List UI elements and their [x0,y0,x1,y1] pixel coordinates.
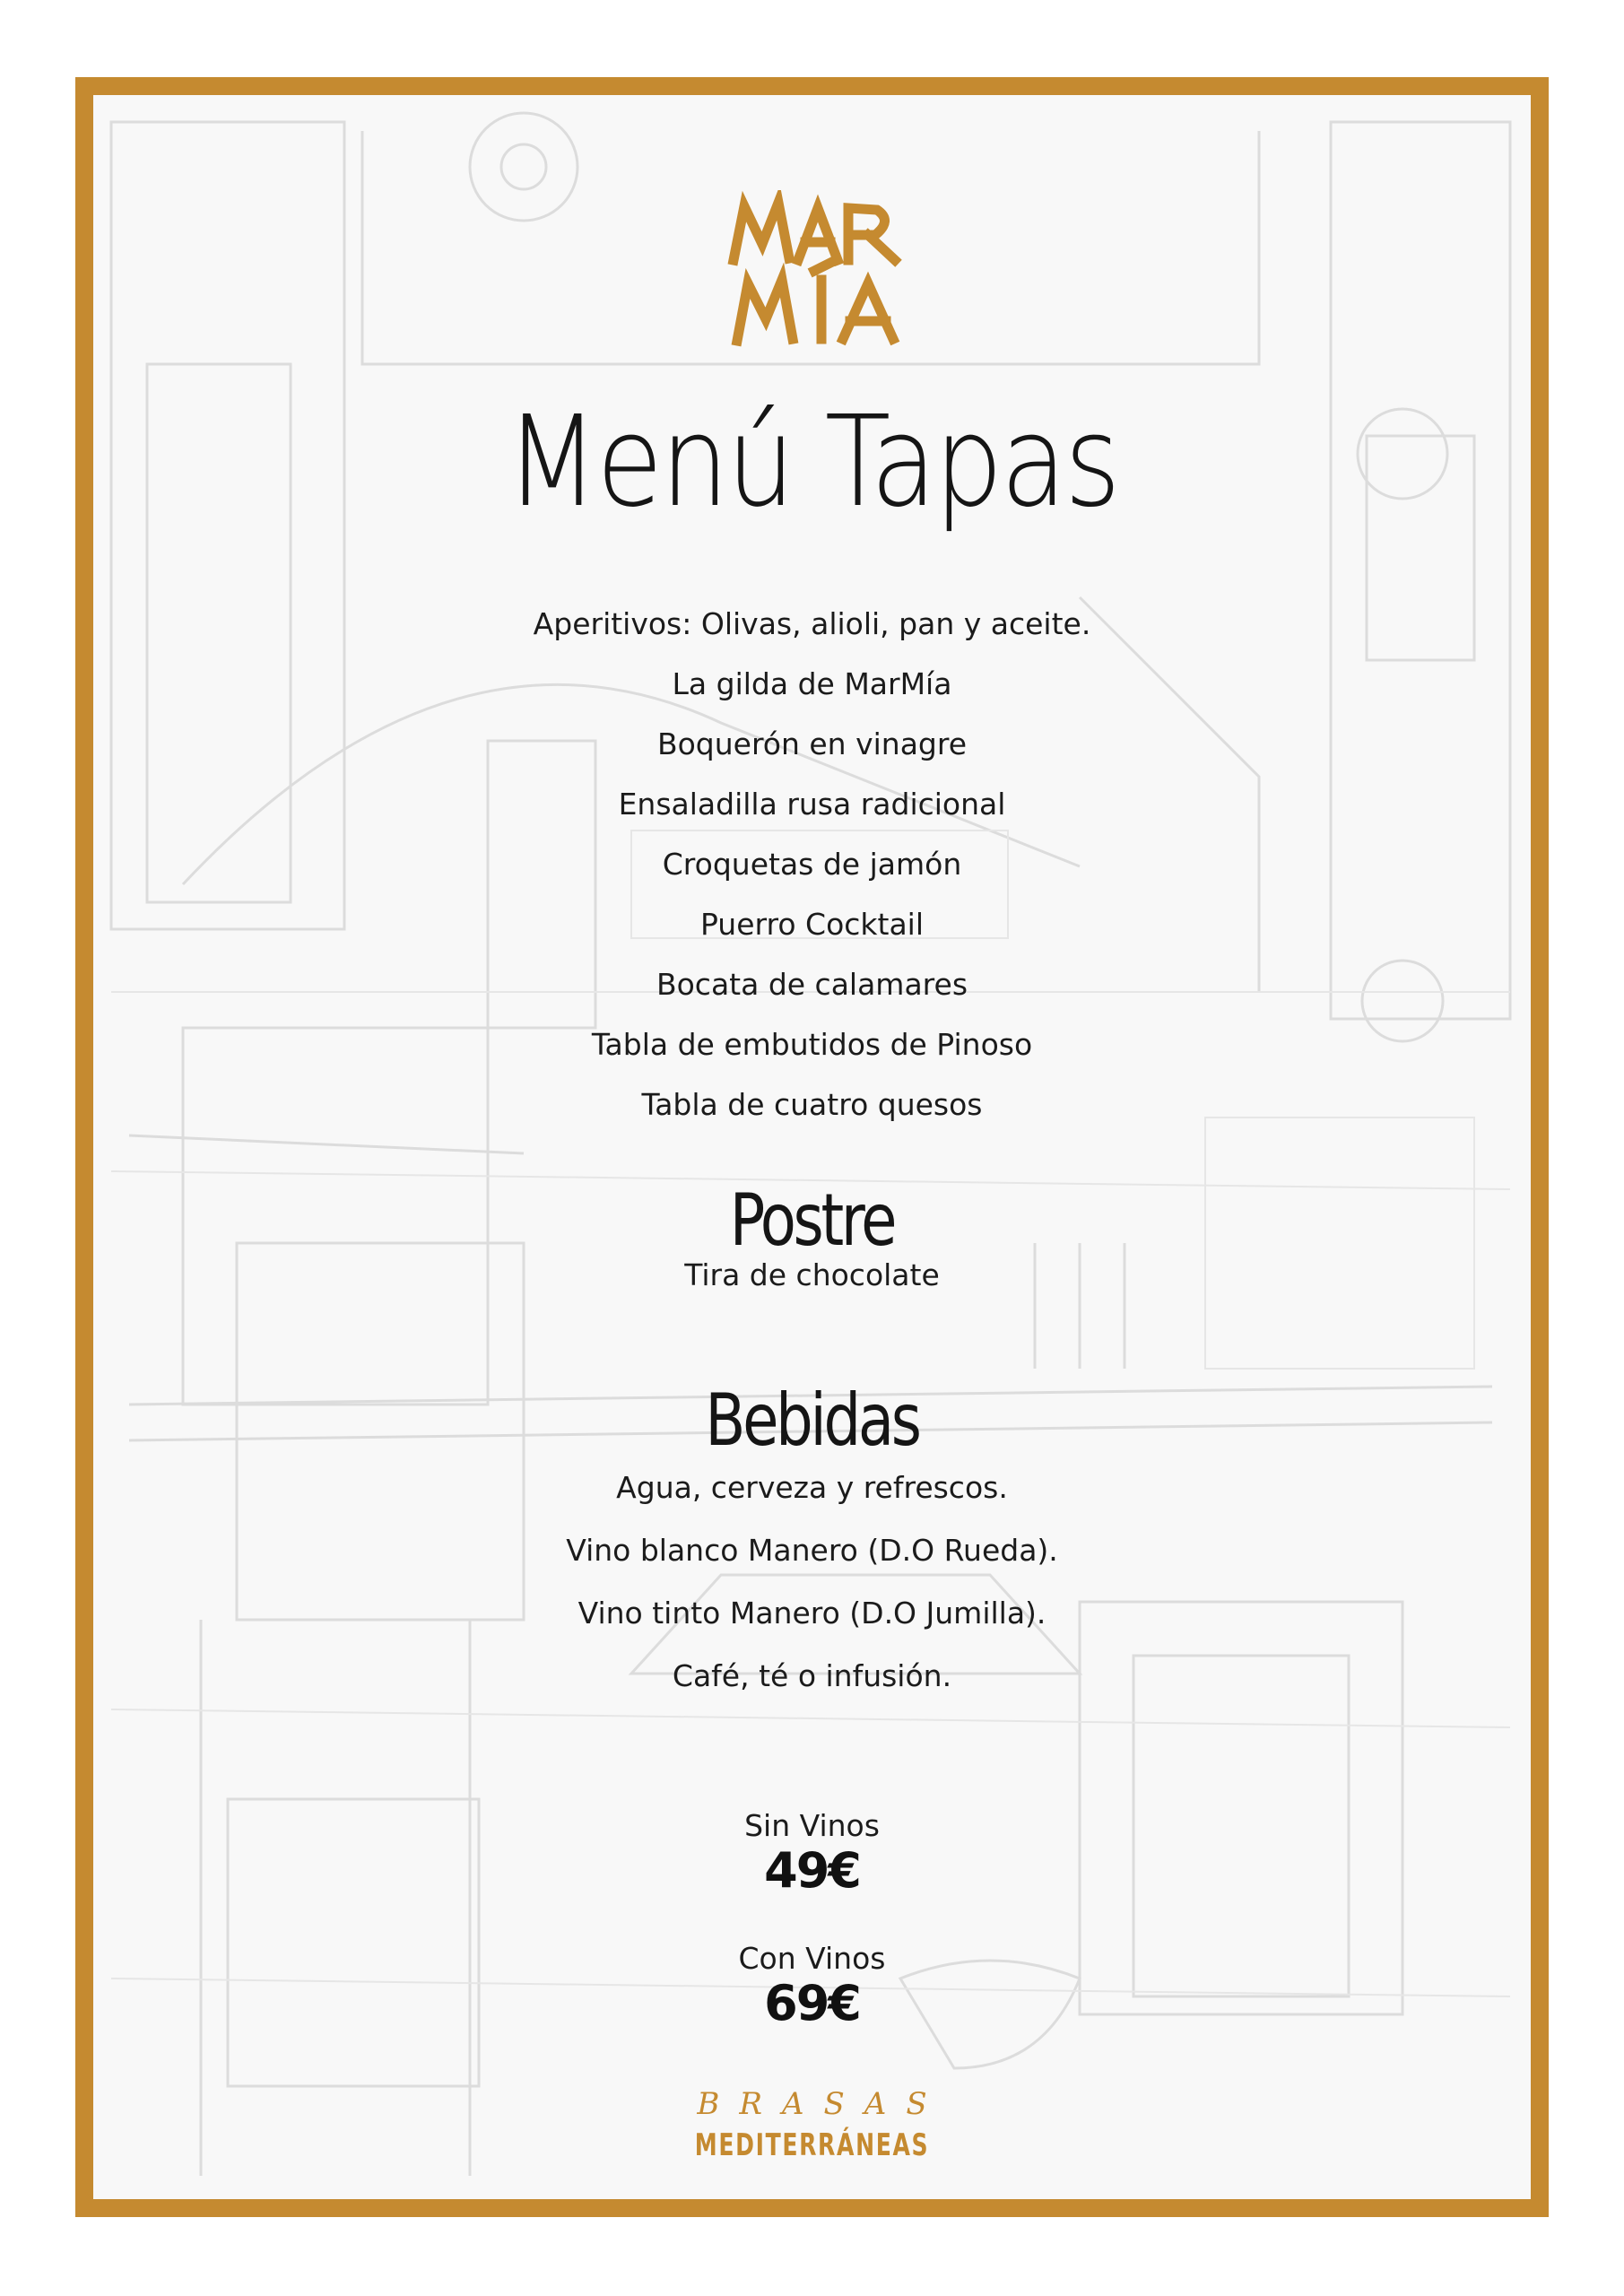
postre-item: Tira de chocolate [684,1257,940,1292]
menu-item: Ensaladilla rusa radicional [618,787,1006,822]
menu-item: Bocata de calamares [656,967,968,1002]
marmia-logo [717,190,924,352]
footer-line-mediterraneas: MEDITERRÁNEAS [694,2127,930,2163]
menu-item: Boquerón en vinagre [656,726,968,761]
menu-item: Puerro Cocktail [699,907,925,942]
menu-item: Croquetas de jamón [662,847,962,882]
menu-item: Tabla de cuatro quesos [641,1087,983,1122]
price-value-con-vinos: 69€ [764,1975,860,2031]
menu-title: Menú Tapas [505,389,1119,535]
price-label-sin-vinos: Sin Vinos [744,1808,880,1843]
footer-line-brasas: BRASAS [697,2086,947,2122]
menu-item: Tabla de embutidos de Pinoso [591,1027,1033,1062]
drink-item: Agua, cerveza y refrescos. [616,1470,1008,1505]
brasas-mediterraneas-logo [93,2086,1531,2163]
menu-item: La gilda de MarMía [672,666,952,701]
tapas-list [93,594,1531,1135]
drink-item: Vino tinto Manero (D.O Jumilla). [578,1596,1046,1631]
postre-heading: Postre [729,1178,895,1262]
price-label-con-vinos: Con Vinos [738,1941,886,1976]
drink-item: Café, té o infusión. [672,1658,952,1693]
drink-item: Vino blanco Manero (D.O Rueda). [566,1533,1058,1568]
price-value-sin-vinos: 49€ [764,1842,860,1899]
menu-item: Aperitivos: Olivas, alioli, pan y aceite. [533,606,1091,641]
bebidas-list [93,1457,1531,1708]
bebidas-heading: Bebidas [705,1378,919,1462]
menu-content [93,95,1531,2199]
menu-frame [75,77,1549,2217]
